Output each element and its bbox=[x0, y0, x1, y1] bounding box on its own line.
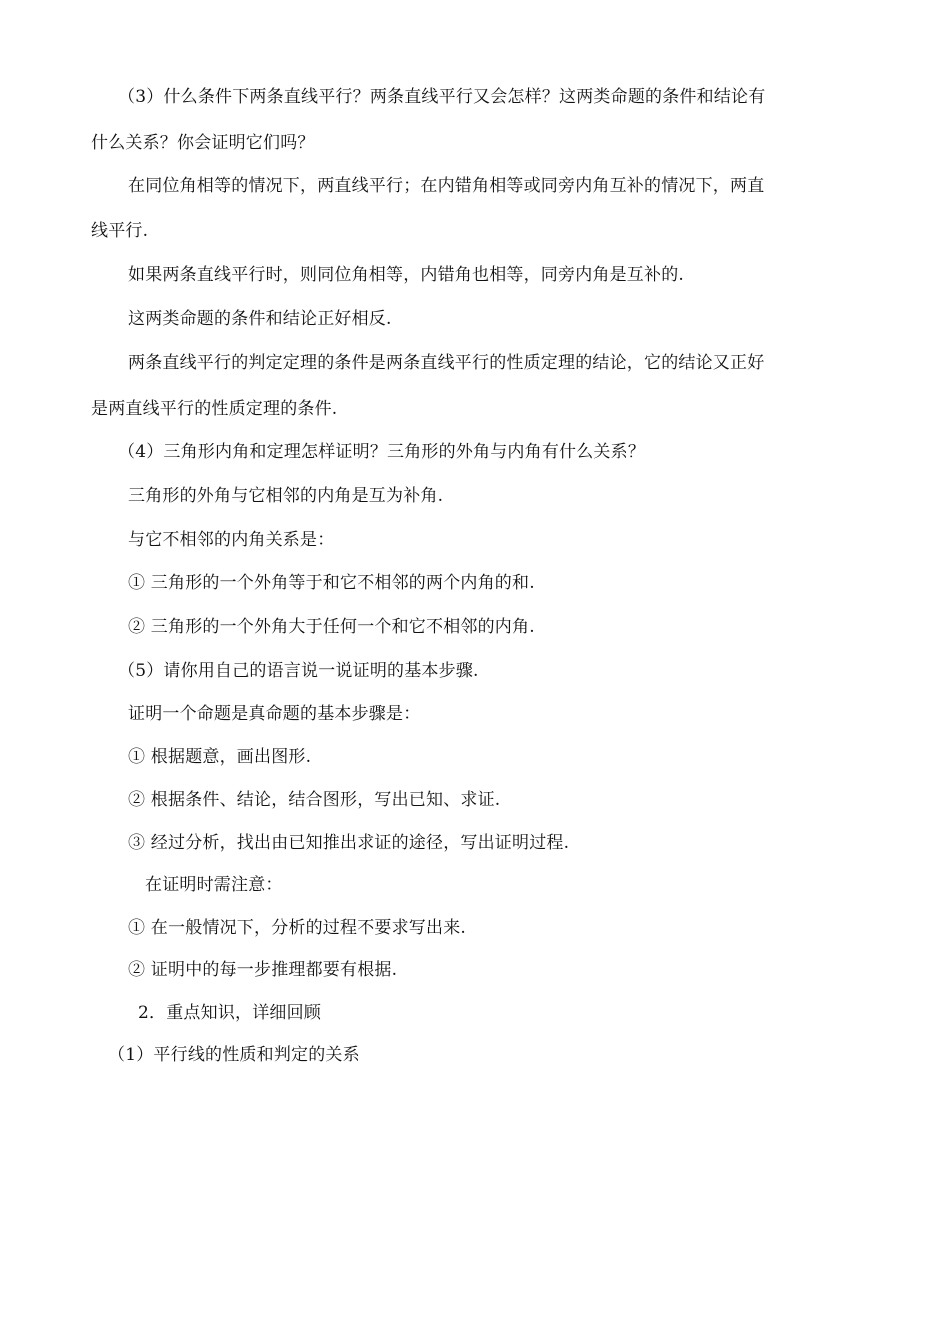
question-3-line-2: 什么关系？你会证明它们吗？ bbox=[91, 133, 315, 153]
answer-3-line-1: 在同位角相等的情况下，两直线平行；在内错角相等或同旁内角互补的情况下，两直 bbox=[128, 176, 765, 196]
question-3-line-1: （3）什么条件下两条直线平行？两条直线平行又会怎样？这两类命题的条件和结论有 bbox=[118, 87, 766, 107]
answer-4-item-2: ② 三角形的一个外角大于任何一个和它不相邻的内角. bbox=[128, 617, 535, 637]
note-item-2: ② 证明中的每一步推理都要有根据. bbox=[128, 960, 398, 980]
answer-3-line-2: 线平行. bbox=[91, 221, 149, 241]
question-4-line: （4）三角形内角和定理怎样证明？三角形的外角与内角有什么关系？ bbox=[118, 442, 646, 462]
question-5-line: （5）请你用自己的语言说一说证明的基本步骤. bbox=[118, 661, 479, 681]
answer-5-item-3: ③ 经过分析，找出由已知推出求证的途径，写出证明过程. bbox=[128, 833, 570, 853]
section-2-heading: 2．重点知识，详细回顾 bbox=[138, 1003, 322, 1023]
answer-5-item-2: ② 根据条件、结论，结合图形，写出已知、求证. bbox=[128, 790, 501, 810]
note-item-1: ① 在一般情况下，分析的过程不要求写出来. bbox=[128, 918, 467, 938]
answer-4-line-2: 与它不相邻的内角关系是： bbox=[128, 530, 335, 550]
note-heading: 在证明时需注意： bbox=[145, 875, 283, 895]
answer-5-item-1: ① 根据题意，画出图形. bbox=[128, 747, 312, 767]
answer-3-line-4: 这两类命题的条件和结论正好相反. bbox=[128, 309, 392, 329]
subsection-1-heading: （1）平行线的性质和判定的关系 bbox=[108, 1045, 360, 1065]
answer-4-line-1: 三角形的外角与它相邻的内角是互为补角. bbox=[128, 486, 444, 506]
answer-5-line-1: 证明一个命题是真命题的基本步骤是： bbox=[128, 704, 421, 724]
answer-3-line-3: 如果两条直线平行时，则同位角相等，内错角也相等，同旁内角是互补的. bbox=[128, 265, 685, 285]
answer-3-line-6: 是两直线平行的性质定理的条件. bbox=[91, 399, 338, 419]
answer-3-line-5: 两条直线平行的判定定理的条件是两条直线平行的性质定理的结论，它的结论又正好 bbox=[128, 353, 765, 373]
answer-4-item-1: ① 三角形的一个外角等于和它不相邻的两个内角的和. bbox=[128, 573, 535, 593]
